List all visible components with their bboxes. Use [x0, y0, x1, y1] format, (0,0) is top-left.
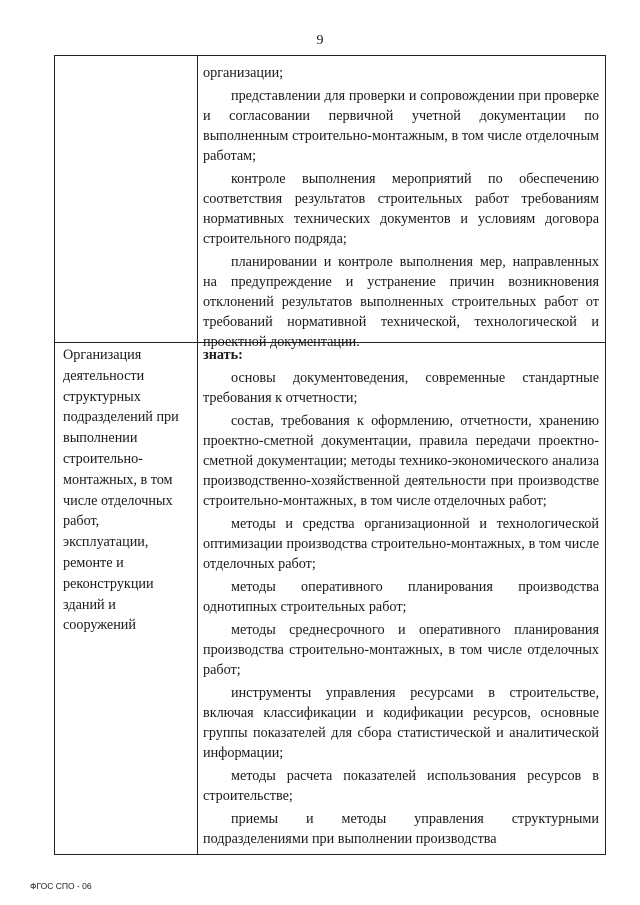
knowledge-paragraph: инструменты управления ресурсами в строительстве, включая классификации и кодификации ресурсов, основные группы показателей для сбора статистической и аналитической информации;	[203, 685, 599, 761]
top-paragraph: контроле выполнения мероприятий по обеспечению соответствия результатов строительных работ требованиям нормативных технических документов и условиям договора строительного подряда;	[203, 171, 599, 247]
top-paragraph: организации;	[203, 65, 284, 81]
top-row-content	[203, 63, 599, 355]
knowledge-paragraph: методы и средства организационной и технологической оптимизации производства строительно-монтажных, в том числе отделочных работ;	[203, 516, 599, 572]
knowledge-paragraph: методы среднесрочного и оперативного планирования производства строительно-монтажных, в том числе отделочных работ;	[203, 622, 599, 678]
know-heading: знать:	[203, 347, 243, 363]
activity-line: эксплуатации,	[63, 534, 149, 551]
activity-line: Организация	[63, 347, 142, 363]
activity-line: сооружений	[63, 617, 136, 634]
knowledge-paragraph: состав, требования к оформлению, отчетности, хранению проектно-сметной документации, правила передачи проектно-сметной документации; методы технико-экономического анализа производственно-хозяйственной деятельности при производстве строительно-монтажных, в том числе отделочных работ;	[203, 413, 599, 509]
activity-line: деятельности	[63, 367, 145, 384]
activity-line: ремонте и	[63, 554, 124, 571]
activity-line: структурных	[63, 388, 141, 405]
competency-table	[54, 55, 606, 855]
top-paragraph: планировании и контроле выполнения мер, направленных на предупреждение и устранение причин возникновения отклонений результатов выполненных строительных работ от требований нормативной технической, технологической и проектной документации.	[203, 254, 599, 350]
top-paragraph: представлении для проверки и сопровождении при проверке и согласовании первичной учетной документации по выполненным строительно-монтажным, в том числе отделочным работам;	[203, 88, 599, 164]
activity-line: строительно-	[63, 450, 143, 467]
knowledge-paragraph: приемы и методы управления структурными подразделениями при выполнении производства	[203, 811, 599, 847]
activity-line: монтажных, в том	[63, 471, 173, 488]
activity-line: работ,	[63, 513, 100, 530]
activity-line: подразделений при	[63, 409, 179, 426]
activity-line: реконструкции	[63, 575, 154, 592]
column-divider	[197, 56, 198, 854]
activity-line: числе отделочных	[63, 492, 173, 509]
activity-line: выполнении	[63, 430, 138, 447]
bottom-row-content	[203, 345, 599, 852]
footer-label: ФГОС СПО - 06	[30, 881, 92, 891]
page-number: 9	[316, 33, 324, 48]
knowledge-paragraph: методы оперативного планирования производства однотипных строительных работ;	[203, 579, 599, 615]
activity-cell	[63, 345, 191, 636]
activity-line: зданий и	[63, 596, 116, 613]
knowledge-paragraph: методы расчета показателей использования ресурсов в строительстве;	[203, 768, 599, 804]
knowledge-paragraph: основы документоведения, современные стандартные требования к отчетности;	[203, 370, 599, 406]
